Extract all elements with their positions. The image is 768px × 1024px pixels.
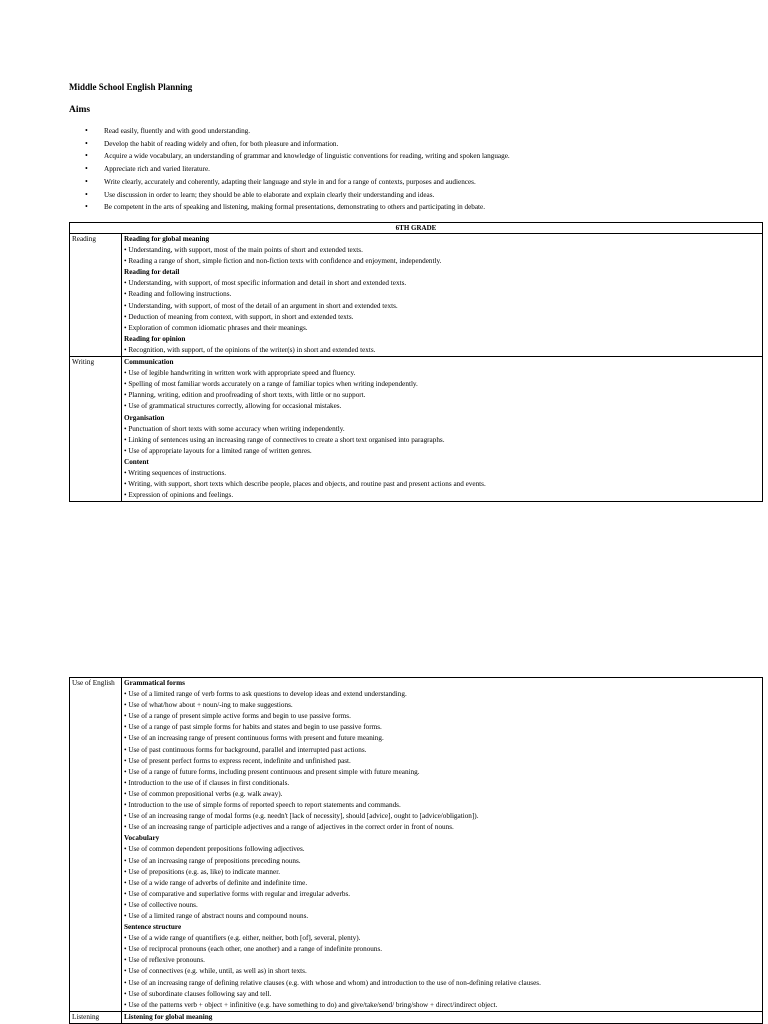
listening-content	[122, 1011, 763, 1023]
writing-content	[122, 357, 763, 502]
list-item: • Use of past continuous forms for background, parallel and interrupted past actions.	[124, 745, 367, 754]
aim-item	[85, 163, 745, 176]
list-item: • Use of what/how about + noun/-ing to make suggestions.	[124, 701, 293, 710]
bullet-icon: •	[85, 126, 88, 135]
list-item: • Reading and following instructions.	[124, 290, 232, 299]
list-item: • Use of a range of present simple active forms and begin to use passive forms.	[124, 712, 351, 721]
list-item: • Introduction to the use of if clauses in first conditionals.	[124, 778, 290, 787]
list-item: • Use of a wide range of quantifiers (e.g. either, neither, both [of], several, plenty).	[124, 934, 361, 943]
list-item: • Use of an increasing range of present continuous forms with present and future meaning.	[124, 734, 384, 743]
aim-item	[85, 176, 745, 189]
list-item: • Use of a range of past simple forms for habits and states and begin to use passive forms.	[124, 723, 382, 732]
list-item: • Use of legible handwriting in written work with appropriate speed and fluency.	[124, 369, 356, 378]
use-of-english-content	[122, 678, 763, 1012]
list-item: • Understanding, with support, of most specific information and detail in short and extended texts.	[124, 279, 407, 288]
list-item: • Use of prepositions (e.g. as, like) to indicate manner.	[124, 867, 281, 876]
section-heading: Sentence structure	[124, 923, 182, 932]
document-title: Middle School English Planning	[69, 82, 193, 92]
list-item: • Exploration of common idiomatic phrases and their meanings.	[124, 323, 308, 332]
bullet-icon: •	[85, 176, 88, 186]
bullet-icon: •	[85, 151, 88, 161]
aim-item	[85, 189, 745, 202]
list-item: • Use of appropriate layouts for a limited range of written genres.	[124, 446, 312, 455]
aim-text: Write clearly, accurately and coherently, adapting their language and style in and for a range of contexts, purposes and audiences.	[104, 177, 476, 186]
list-item: • Use of a range of future forms, including present continuous and present simple with future meaning.	[124, 767, 420, 776]
aim-text: Appreciate rich and varied literature.	[104, 165, 210, 174]
section-heading: Vocabulary	[124, 834, 160, 843]
list-item: • Use of an increasing range of participle adjectives and a range of adjectives in the correct order in front of nouns.	[124, 823, 454, 832]
table-row-listening	[70, 1011, 763, 1023]
list-item: • Use of the patterns verb + object + infinitive (e.g. have something to do) and give/take/send/ bring/show + direct/indirect object.	[124, 1000, 498, 1009]
list-item: • Use of a wide range of adverbs of definite and indefinite time.	[124, 878, 308, 887]
list-item: • Use of an increasing range of prepositions preceding nouns.	[124, 856, 301, 865]
section-heading: Reading for opinion	[124, 334, 186, 343]
aim-text: Use discussion in order to learn; they should be able to elaborate and explain clearly their understanding and ideas.	[104, 190, 435, 199]
list-item: • Writing sequences of instructions.	[124, 468, 227, 477]
table-row-use-of-english	[70, 678, 763, 1012]
grade-heading: 6TH GRADE	[70, 223, 763, 234]
list-item: • Use of common dependent prepositions following adjectives.	[124, 845, 305, 854]
aim-text: Be competent in the arts of speaking and listening, making formal presentations, demonstrating to others and participating in debate.	[104, 203, 486, 212]
section-heading: Content	[124, 457, 149, 466]
skill-label-use-of-english: Use of English	[70, 678, 122, 1012]
section-heading: Reading for global meaning	[124, 235, 210, 243]
list-item: • Deduction of meaning from context, with support, in short and extended texts.	[124, 312, 354, 321]
list-item: • Spelling of most familiar words accurately on a range of familiar topics when writing independently.	[124, 380, 418, 389]
list-item: • Linking of sentences using an increasing range of connectives to create a short text organised into paragraphs.	[124, 435, 445, 444]
list-item: • Use of an increasing range of defining relative clauses (e.g. with whose and whom) and introduction to the use of non-defining relative clauses.	[124, 978, 541, 987]
aims-heading: Aims	[69, 105, 91, 115]
list-item: • Recognition, with support, of the opinions of the writer(s) in short and extended texts.	[124, 345, 376, 354]
list-item: • Understanding, with support, of most of the detail of an argument in short and extended texts.	[124, 301, 398, 310]
grade-6-table	[69, 222, 763, 502]
list-item: • Writing, with support, short texts which describe people, places and objects, and routine past and present actions and events.	[124, 480, 486, 489]
bullet-icon: •	[85, 164, 88, 174]
section-heading: Listening for global meaning	[124, 1012, 213, 1021]
aim-item	[85, 125, 745, 138]
aim-item	[85, 201, 745, 214]
aim-text: Read easily, fluently and with good understanding.	[104, 127, 251, 135]
bullet-icon: •	[85, 138, 88, 148]
section-heading: Grammatical forms	[124, 679, 185, 687]
list-item: • Use of subordinate clauses following say and tell.	[124, 989, 272, 998]
list-item: • Use of collective nouns.	[124, 900, 198, 909]
list-item: • Use of grammatical structures correctly, allowing for occasional mistakes.	[124, 402, 342, 411]
section-heading: Communication	[124, 358, 174, 367]
skill-label-listening: Listening	[70, 1011, 122, 1023]
skill-label-reading: Reading	[70, 234, 122, 357]
list-item: • Planning, writing, edition and proofreading of short texts, with little or no support.	[124, 391, 366, 400]
list-item: • Understanding, with support, most of the main points of short and extended texts.	[124, 246, 363, 255]
list-item: • Use of an increasing range of modal forms (e.g. needn't [lack of necessity], should [advice], ought to [advice/obligation]).	[124, 812, 479, 821]
list-item: • Use of reflexive pronouns.	[124, 956, 205, 965]
aim-text: Acquire a wide vocabulary, an understanding of grammar and knowledge of linguistic conventions for reading, writing and spoken language.	[104, 152, 510, 161]
aim-text: Develop the habit of reading widely and often, for both pleasure and information.	[104, 139, 339, 148]
aim-item	[85, 138, 745, 151]
section-heading: Organisation	[124, 413, 165, 422]
section-heading: Reading for detail	[124, 268, 180, 277]
aims-list	[85, 125, 745, 214]
table-row-reading	[70, 234, 763, 357]
list-item: • Punctuation of short texts with some accuracy when writing independently.	[124, 424, 345, 433]
grade-6-table-continued	[69, 677, 763, 1024]
aim-item	[85, 150, 745, 163]
list-item: • Use of reciprocal pronouns (each other, one another) and a range of indefinite pronouns.	[124, 945, 383, 954]
table-row-writing	[70, 357, 763, 502]
list-item: • Use of a limited range of verb forms to ask questions to develop ideas and extend understanding.	[124, 690, 407, 699]
list-item: • Reading a range of short, simple fiction and non-fiction texts with confidence and enjoyment, independently.	[124, 257, 442, 266]
list-item: • Use of comparative and superlative forms with regular and irregular adverbs.	[124, 889, 351, 898]
list-item: • Use of connectives (e.g. while, until, as well as) in short texts.	[124, 967, 307, 976]
bullet-icon: •	[85, 202, 88, 212]
list-item: • Use of common prepositional verbs (e.g. walk away).	[124, 789, 283, 798]
list-item: • Use of present perfect forms to express recent, indefinite and unfinished past.	[124, 756, 351, 765]
skill-label-writing: Writing	[70, 357, 122, 502]
list-item: • Introduction to the use of simple forms of reported speech to report statements and commands.	[124, 801, 401, 810]
bullet-icon: •	[85, 189, 88, 199]
list-item: • Expression of opinions and feelings.	[124, 491, 234, 500]
list-item: • Use of a limited range of abstract nouns and compound nouns.	[124, 911, 309, 920]
reading-content	[122, 234, 763, 357]
